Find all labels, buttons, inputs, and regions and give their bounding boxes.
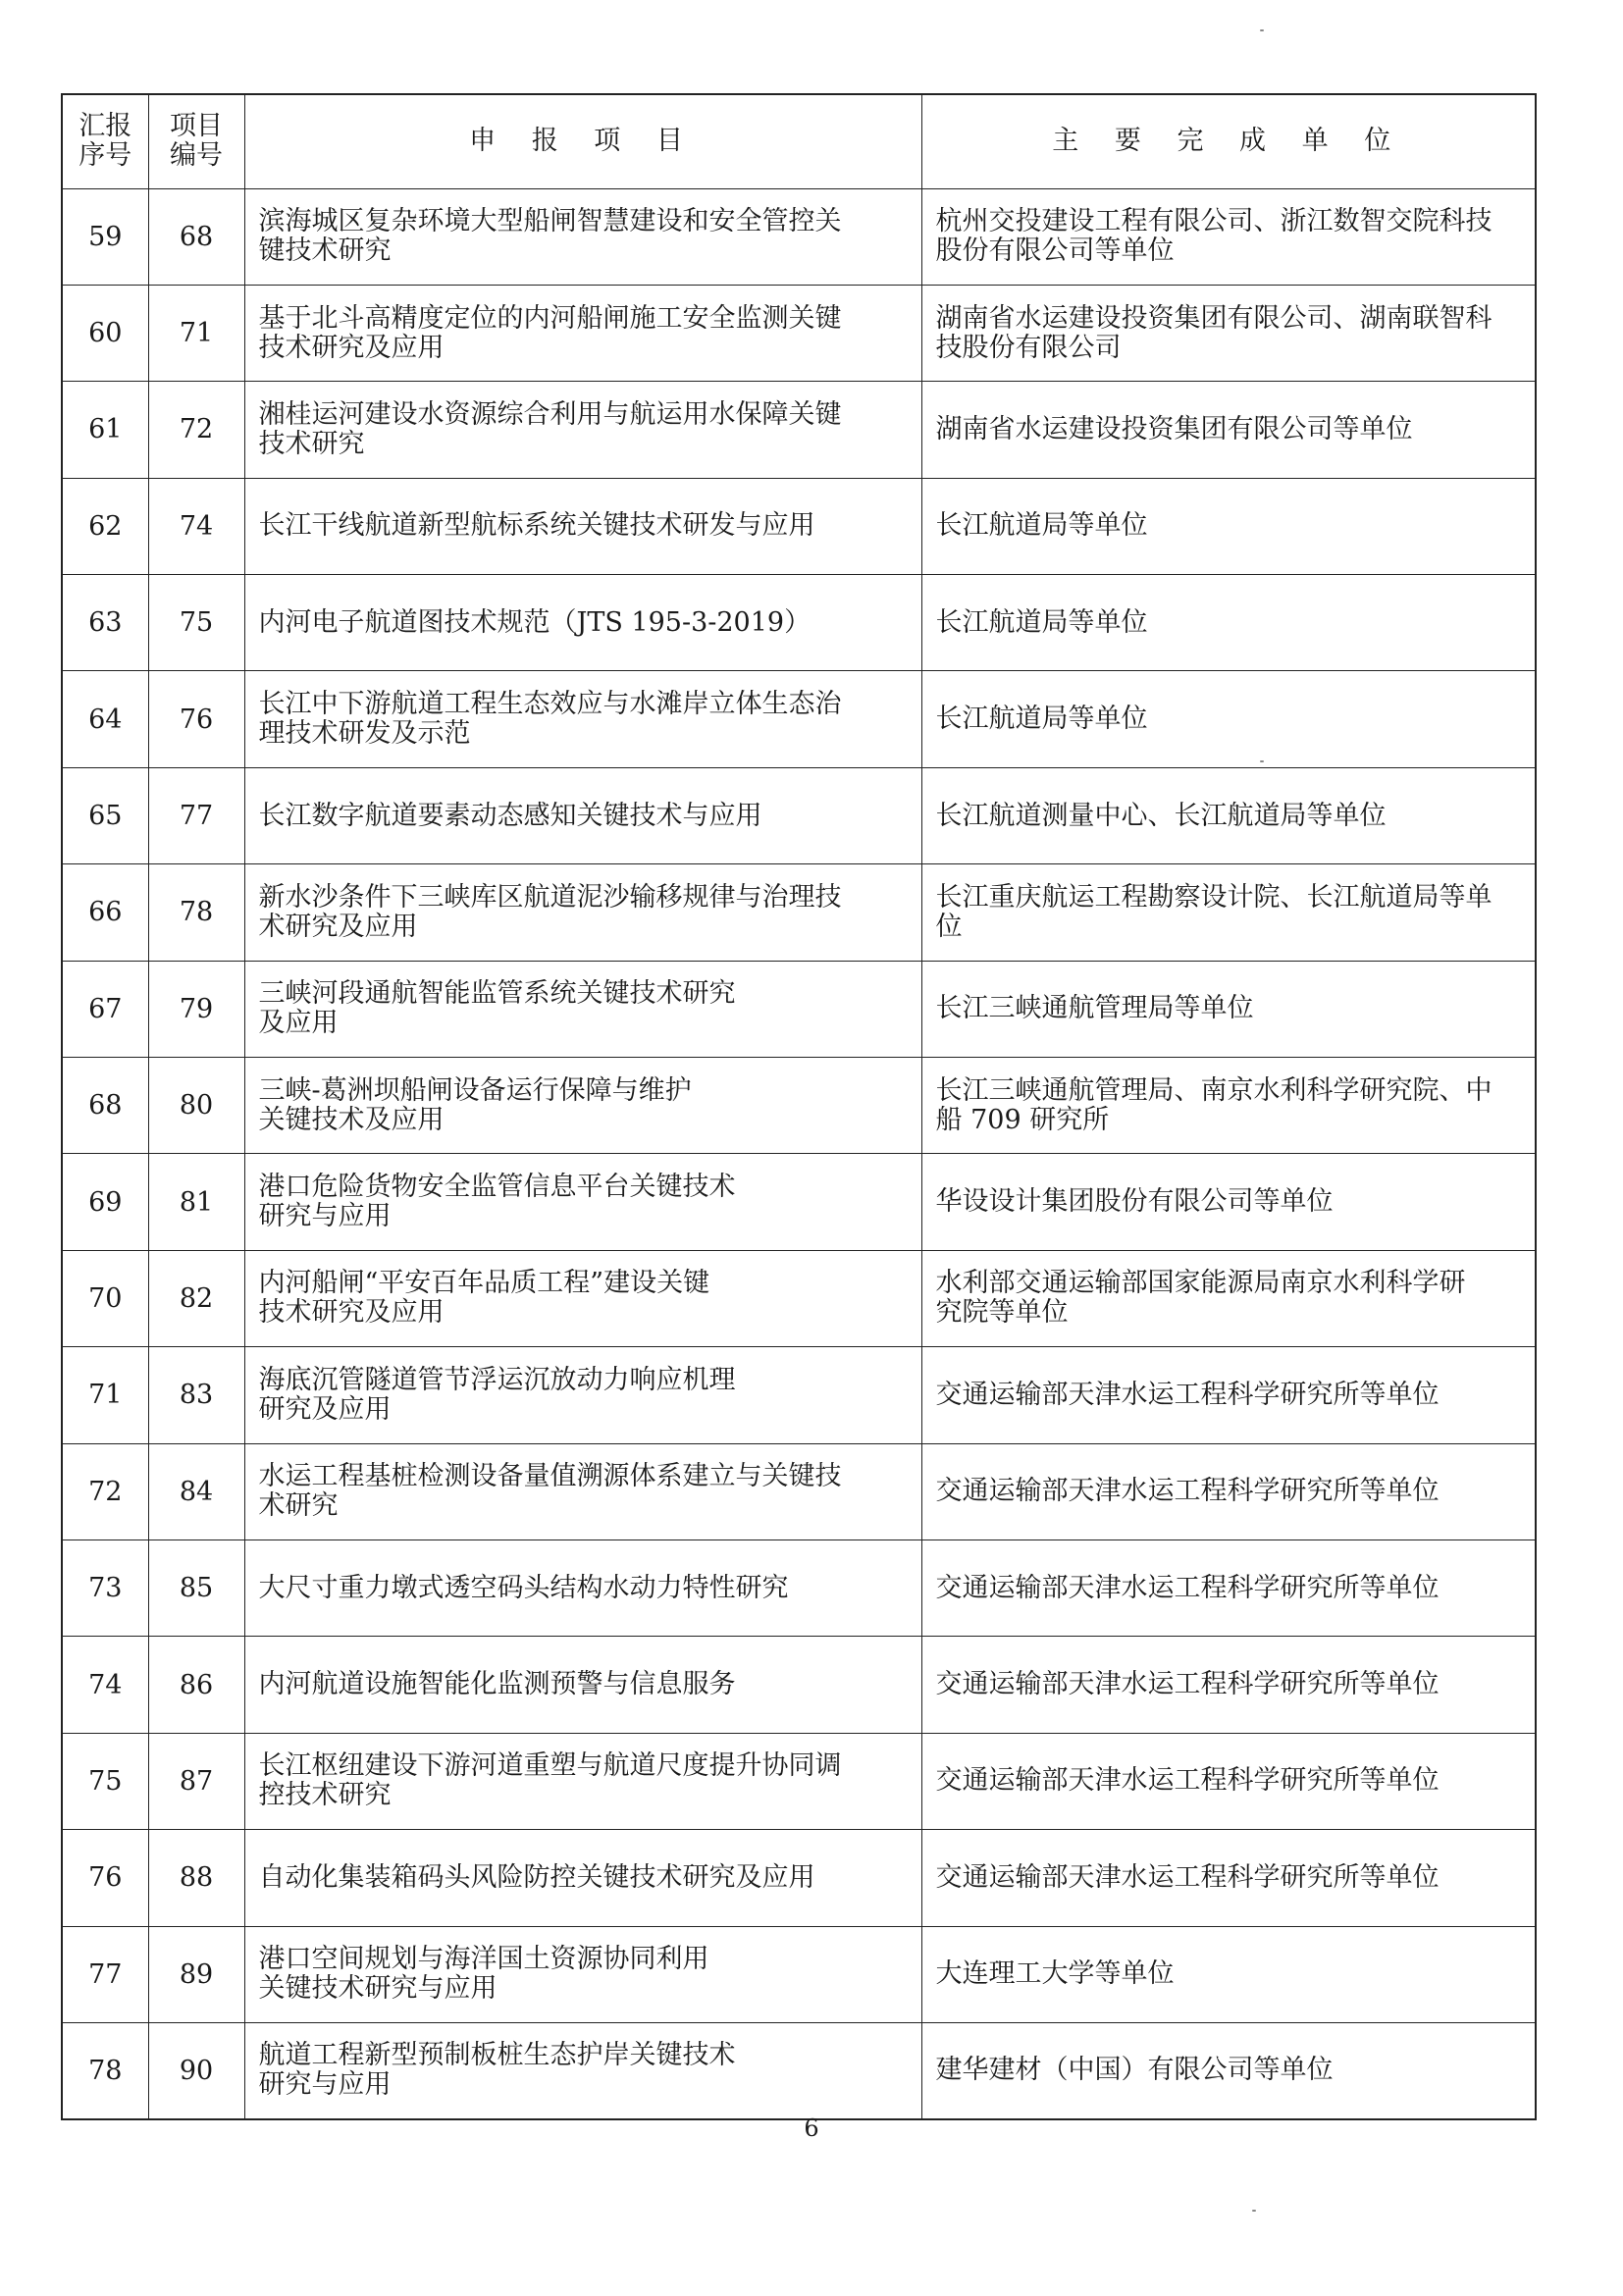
cell-unit: 杭州交投建设工程有限公司、浙江数智交院科技 股份有限公司等单位 <box>921 188 1536 285</box>
cell-project: 水运工程基桩检测设备量值溯源体系建立与关键技 术研究 <box>244 1443 921 1539</box>
cell-unit: 大连理工大学等单位 <box>921 1926 1536 2022</box>
table-row <box>62 864 1536 961</box>
cell-report-no: 66 <box>62 864 148 961</box>
cell-report-no: 68 <box>62 1058 148 1154</box>
cell-unit: 交通运输部天津水运工程科学研究所等单位 <box>921 1733 1536 1829</box>
cell-report-no: 75 <box>62 1733 148 1829</box>
cell-project-no: 74 <box>148 478 244 574</box>
cell-project: 海底沉管隧道管节浮运沉放动力响应机理 研究及应用 <box>244 1347 921 1443</box>
cell-report-no: 63 <box>62 575 148 671</box>
table-row <box>62 478 1536 574</box>
cell-report-no: 69 <box>62 1154 148 1250</box>
cell-project: 内河船闸“平安百年品质工程”建设关键 技术研究及应用 <box>244 1250 921 1346</box>
header-unit: 主 要 完 成 单 位 <box>921 94 1536 188</box>
cell-project: 内河电子航道图技术规范（JTS 195-3-2019） <box>244 575 921 671</box>
table-row <box>62 1347 1536 1443</box>
cell-project-no: 76 <box>148 671 244 767</box>
cell-report-no: 71 <box>62 1347 148 1443</box>
cell-project: 三峡-葛洲坝船闸设备运行保障与维护 关键技术及应用 <box>244 1058 921 1154</box>
cell-report-no: 62 <box>62 478 148 574</box>
table-row <box>62 1058 1536 1154</box>
table-row <box>62 285 1536 381</box>
cell-unit: 长江航道局等单位 <box>921 575 1536 671</box>
cell-report-no: 61 <box>62 382 148 478</box>
cell-unit: 长江航道局等单位 <box>921 671 1536 767</box>
table-row <box>62 1250 1536 1346</box>
cell-project-no: 85 <box>148 1539 244 1636</box>
cell-project-no: 75 <box>148 575 244 671</box>
cell-project-no: 83 <box>148 1347 244 1443</box>
cell-project: 航道工程新型预制板桩生态护岸关键技术 研究与应用 <box>244 2022 921 2118</box>
cell-project-no: 88 <box>148 1830 244 1926</box>
table-row <box>62 1154 1536 1250</box>
cell-project: 长江干线航道新型航标系统关键技术研发与应用 <box>244 478 921 574</box>
cell-report-no: 60 <box>62 285 148 381</box>
cell-project: 大尺寸重力墩式透空码头结构水动力特性研究 <box>244 1539 921 1636</box>
cell-project: 自动化集装箱码头风险防控关键技术研究及应用 <box>244 1830 921 1926</box>
cell-unit: 湖南省水运建设投资集团有限公司、湖南联智科 技股份有限公司 <box>921 285 1536 381</box>
cell-unit: 华设设计集团股份有限公司等单位 <box>921 1154 1536 1250</box>
cell-project-no: 71 <box>148 285 244 381</box>
cell-project: 湘桂运河建设水资源综合利用与航运用水保障关键 技术研究 <box>244 382 921 478</box>
table-row <box>62 961 1536 1057</box>
cell-project-no: 87 <box>148 1733 244 1829</box>
cell-project: 长江枢纽建设下游河道重塑与航道尺度提升协同调 控技术研究 <box>244 1733 921 1829</box>
scan-speck <box>1260 760 1264 762</box>
cell-report-no: 67 <box>62 961 148 1057</box>
cell-project: 滨海城区复杂环境大型船闸智慧建设和安全管控关 键技术研究 <box>244 188 921 285</box>
cell-project-no: 86 <box>148 1637 244 1733</box>
cell-project: 新水沙条件下三峡库区航道泥沙输移规律与治理技 术研究及应用 <box>244 864 921 961</box>
table-row <box>62 382 1536 478</box>
cell-report-no: 59 <box>62 188 148 285</box>
cell-unit: 长江航道测量中心、长江航道局等单位 <box>921 767 1536 863</box>
cell-project-no: 84 <box>148 1443 244 1539</box>
cell-unit: 交通运输部天津水运工程科学研究所等单位 <box>921 1443 1536 1539</box>
cell-unit: 交通运输部天津水运工程科学研究所等单位 <box>921 1347 1536 1443</box>
cell-unit: 长江重庆航运工程勘察设计院、长江航道局等单 位 <box>921 864 1536 961</box>
cell-project-no: 77 <box>148 767 244 863</box>
scan-speck <box>1252 2210 1256 2212</box>
header-project: 申 报 项 目 <box>244 94 921 188</box>
cell-unit: 交通运输部天津水运工程科学研究所等单位 <box>921 1830 1536 1926</box>
table-body <box>62 188 1536 2119</box>
cell-project: 港口危险货物安全监管信息平台关键技术 研究与应用 <box>244 1154 921 1250</box>
cell-report-no: 70 <box>62 1250 148 1346</box>
table-row <box>62 671 1536 767</box>
table-row <box>62 188 1536 285</box>
cell-report-no: 74 <box>62 1637 148 1733</box>
cell-project: 内河航道设施智能化监测预警与信息服务 <box>244 1637 921 1733</box>
table-row <box>62 2022 1536 2118</box>
table-row <box>62 1539 1536 1636</box>
table-row <box>62 1830 1536 1926</box>
cell-report-no: 72 <box>62 1443 148 1539</box>
cell-report-no: 73 <box>62 1539 148 1636</box>
cell-unit: 交通运输部天津水运工程科学研究所等单位 <box>921 1539 1536 1636</box>
table-header-row <box>62 94 1536 188</box>
table-row <box>62 1443 1536 1539</box>
cell-unit: 长江三峡通航管理局等单位 <box>921 961 1536 1057</box>
cell-project-no: 82 <box>148 1250 244 1346</box>
header-report-no-text: 汇报 序号 <box>79 111 132 172</box>
table-row <box>62 575 1536 671</box>
cell-project-no: 72 <box>148 382 244 478</box>
cell-unit: 湖南省水运建设投资集团有限公司等单位 <box>921 382 1536 478</box>
table-row <box>62 1733 1536 1829</box>
cell-unit: 长江航道局等单位 <box>921 478 1536 574</box>
cell-project-no: 90 <box>148 2022 244 2118</box>
project-table <box>61 93 1537 2120</box>
cell-project: 港口空间规划与海洋国土资源协同利用 关键技术研究与应用 <box>244 1926 921 2022</box>
cell-report-no: 64 <box>62 671 148 767</box>
cell-project: 长江数字航道要素动态感知关键技术与应用 <box>244 767 921 863</box>
header-project-no-text: 项目 编号 <box>170 111 223 172</box>
table-row <box>62 767 1536 863</box>
cell-project: 三峡河段通航智能监管系统关键技术研究 及应用 <box>244 961 921 1057</box>
cell-report-no: 77 <box>62 1926 148 2022</box>
cell-project-no: 78 <box>148 864 244 961</box>
table-row <box>62 1637 1536 1733</box>
page-number: 6 <box>804 2114 819 2142</box>
cell-project-no: 80 <box>148 1058 244 1154</box>
cell-report-no: 78 <box>62 2022 148 2118</box>
scan-speck <box>1260 29 1264 31</box>
cell-project-no: 89 <box>148 1926 244 2022</box>
header-project-no <box>148 94 244 188</box>
header-report-no <box>62 94 148 188</box>
cell-unit: 交通运输部天津水运工程科学研究所等单位 <box>921 1637 1536 1733</box>
cell-project-no: 68 <box>148 188 244 285</box>
table-row <box>62 1926 1536 2022</box>
cell-project-no: 81 <box>148 1154 244 1250</box>
cell-project: 长江中下游航道工程生态效应与水滩岸立体生态治 理技术研发及示范 <box>244 671 921 767</box>
cell-unit: 水利部交通运输部国家能源局南京水利科学研 究院等单位 <box>921 1250 1536 1346</box>
cell-report-no: 76 <box>62 1830 148 1926</box>
cell-project-no: 79 <box>148 961 244 1057</box>
cell-project: 基于北斗高精度定位的内河船闸施工安全监测关键 技术研究及应用 <box>244 285 921 381</box>
cell-unit: 长江三峡通航管理局、南京水利科学研究院、中 船 709 研究所 <box>921 1058 1536 1154</box>
cell-report-no: 65 <box>62 767 148 863</box>
cell-unit: 建华建材（中国）有限公司等单位 <box>921 2022 1536 2118</box>
